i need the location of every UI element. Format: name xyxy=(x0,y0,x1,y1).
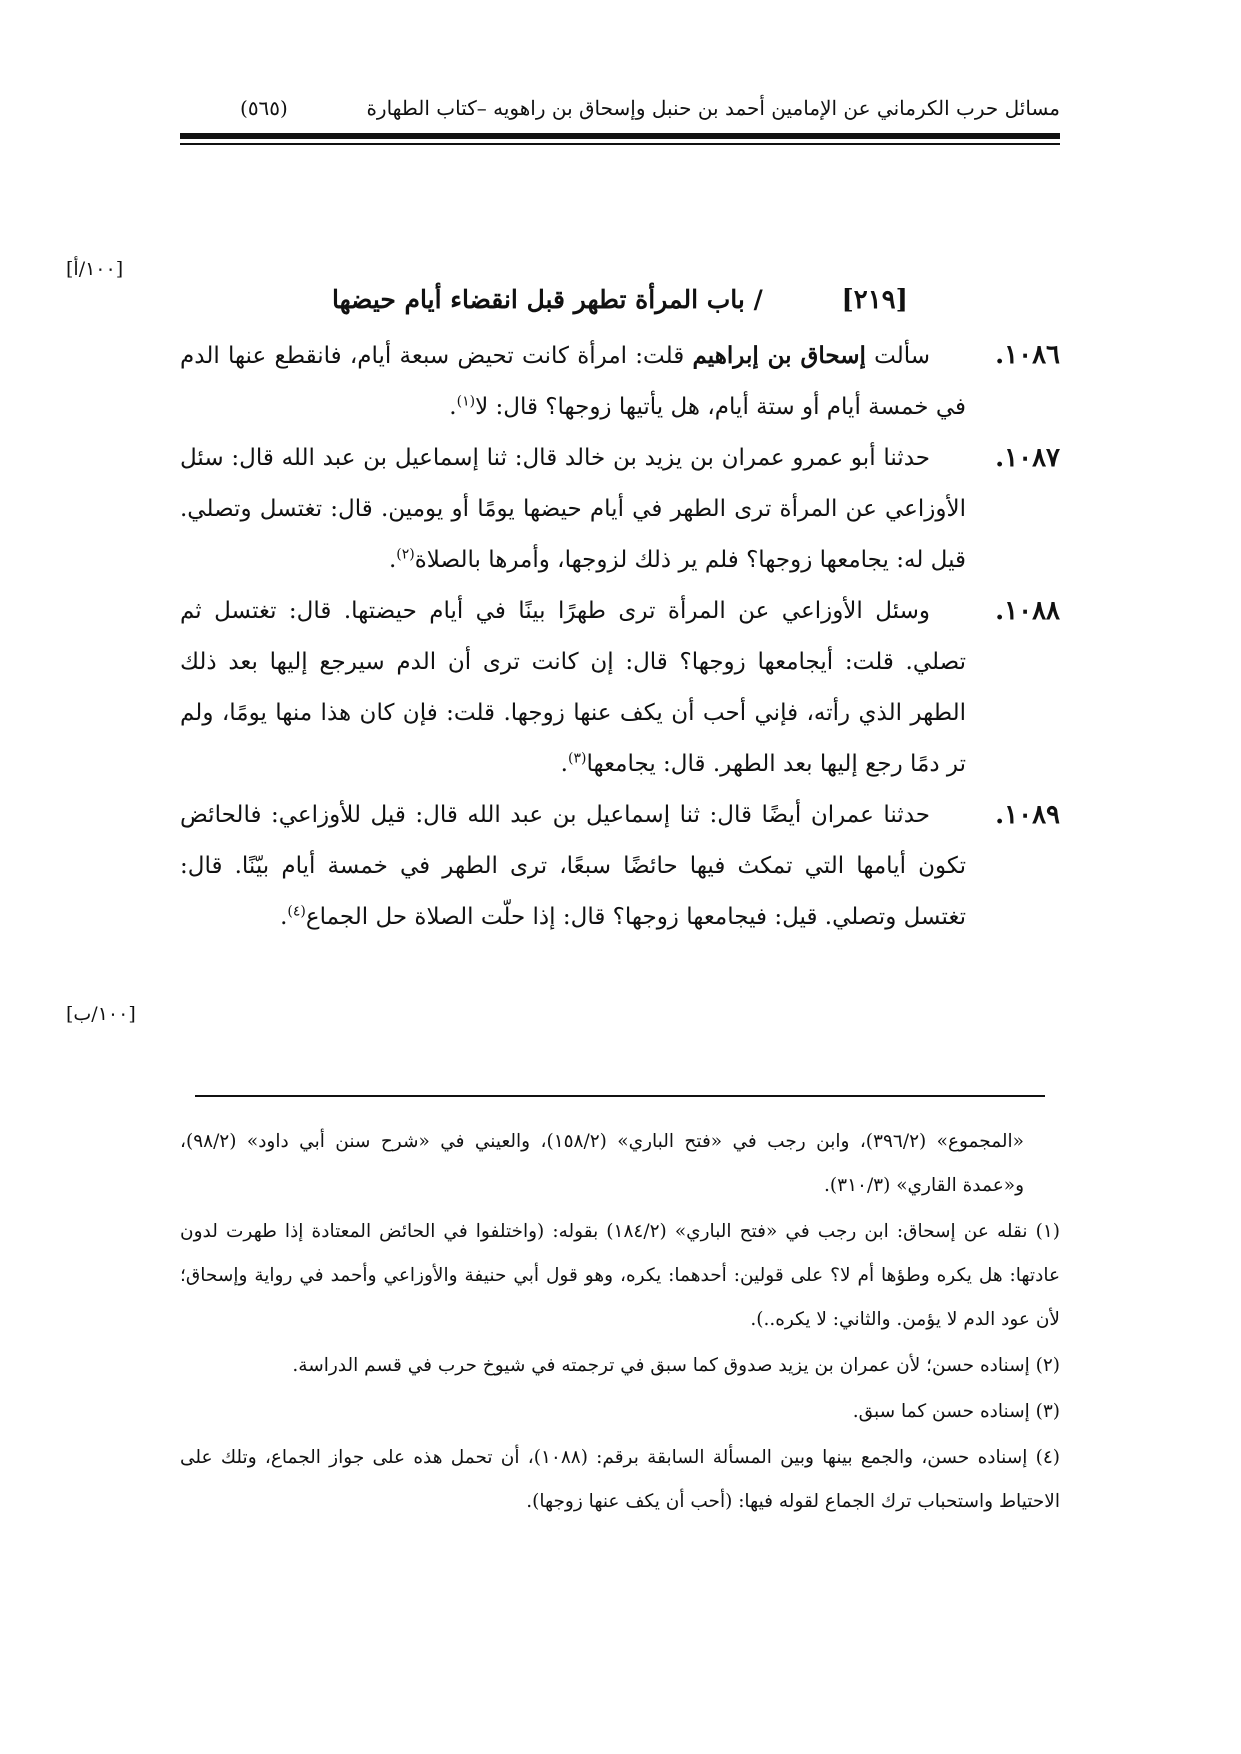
footnotes xyxy=(180,1120,1060,1526)
footnote-ref: (٢) xyxy=(396,546,415,563)
entry-lead: حدثنا xyxy=(883,802,930,828)
entry-lead: سألت xyxy=(874,343,930,369)
chapter-title: باب المرأة تطهر قبل انقضاء أيام حيضها xyxy=(332,285,745,314)
entry-number: ١٠٨٧ . xyxy=(995,433,1060,484)
footnote-1: (١) نقله عن إسحاق: ابن رجب في «فتح الباري» (١٨٤/٢) بقوله: (واختلفوا في الحائض المعتادة إذا طهرت لدون عادتها: هل يكره وطؤها أم لا؟ على قولين: أحدهما: يكره، وهو قول أبي حنيفة والأوزاعي وأحمد في رواية وإسحاق؛ لأن عود الدم لا يؤمن. والثاني: لا يكره..). xyxy=(180,1221,1060,1330)
entry-lead: وسئل xyxy=(875,598,931,624)
chapter-number: [٢١٩] xyxy=(841,285,908,315)
footnote-separator xyxy=(195,1095,1045,1097)
footnote-continuation: «المجموع» (٣٩٦/٢)، وابن رجب في «فتح الباري» (١٥٨/٢)، والعيني في «شرح سنن أبي داود» (٩٨/٢)، و«عمدة القاري» (٣١٠/٣). xyxy=(180,1131,1024,1196)
header-rule-thick xyxy=(180,133,1060,139)
entry-number: ١٠٨٦ . xyxy=(995,330,1060,381)
entry-text: أبو عمرو عمران بن يزيد بن خالد قال: ثنا إسماعيل بن عبد الله قال: سئل الأوزاعي عن المرأة ترى الطهر في أيام حيضها يومًا أو يومين. قال: تغتسل وتصلي. قيل له: يجامعها زوجها؟ فلم ير ذلك لزوجها، وأمرها بالصلاة xyxy=(180,445,966,573)
folio-marker-bottom: [١٠٠/ب] xyxy=(66,1003,136,1025)
footnote-ref: (٣) xyxy=(567,750,587,767)
page-number: (٥٦٥) xyxy=(240,96,288,120)
entry-end: . xyxy=(449,394,457,420)
entry xyxy=(180,586,1060,790)
header-title: مسائل حرب الكرماني عن الإمامين أحمد بن حنبل وإسحاق بن راهويه –كتاب الطهارة xyxy=(366,96,1060,120)
entry xyxy=(180,433,1060,586)
entry-number: ١٠٨٨ . xyxy=(995,586,1060,637)
entry xyxy=(180,330,1060,433)
entry-text: قلت: امرأة كانت تحيض سبعة أيام، فانقطع عنها الدم في خمسة أيام أو ستة أيام، هل يأتيها زوجها؟ قال: لا xyxy=(180,343,966,420)
running-header xyxy=(180,88,1060,128)
footnote-ref: (٤) xyxy=(287,903,306,920)
entry xyxy=(180,790,1060,943)
entry-number: ١٠٨٩ . xyxy=(995,790,1060,841)
entry-text: الأوزاعي عن المرأة ترى طهرًا بينًا في أيام حيضتها. قال: تغتسل ثم تصلي. قلت: أيجامعها زوجها؟ قال: إن كانت ترى أن الدم سيرجع إليها بعد ذلك الطهر الذي رأته، فإني أحب أن يكف عنها زوجها. قلت: فإن كان هذا منها يومًا، ولم تر دمًا رجع إليها بعد الطهر. قال: يجامعها xyxy=(180,598,966,777)
chapter-slash: / xyxy=(753,285,763,314)
entry-end: . xyxy=(388,547,397,573)
footnote-4: (٤) إسناده حسن، والجمع بينها وبين المسألة السابقة برقم: (١٠٨٨)، أن تحمل هذه على جواز الجماع، وتلك على الاحتياط واستحباب ترك الجماع لقوله فيها: (أحب أن يكف عنها زوجها). xyxy=(180,1447,1060,1512)
footnote-2: (٢) إسناده حسن؛ لأن عمران بن يزيد صدوق كما سبق في ترجمته في شيوخ حرب في قسم الدراسة. xyxy=(292,1355,1060,1376)
footnote-3: (٣) إسناده حسن كما سبق. xyxy=(852,1401,1060,1422)
entry-lead: حدثنا xyxy=(883,445,930,471)
entry-text: عمران أيضًا قال: ثنا إسماعيل بن عبد الله قال: قيل للأوزاعي: فالحائض تكون أيامها التي تمكث فيها حائضًا سبعًا، ترى الطهر في خمسة أيام بيّنًا. قال: تغتسل وتصلي. قيل: فيجامعها زوجها؟ قال: إذا حلّت الصلاة حل الجماع xyxy=(180,802,966,930)
entry-end: . xyxy=(560,751,568,777)
main-text xyxy=(180,330,1060,943)
entry-narrator: إسحاق بن إبراهيم xyxy=(692,342,866,369)
chapter-heading xyxy=(180,280,1060,320)
footnote-ref: (١) xyxy=(456,393,476,410)
folio-marker-top: [١٠٠/أ] xyxy=(66,258,124,280)
header-rule-thin xyxy=(180,143,1060,145)
entry-end: . xyxy=(280,904,288,930)
